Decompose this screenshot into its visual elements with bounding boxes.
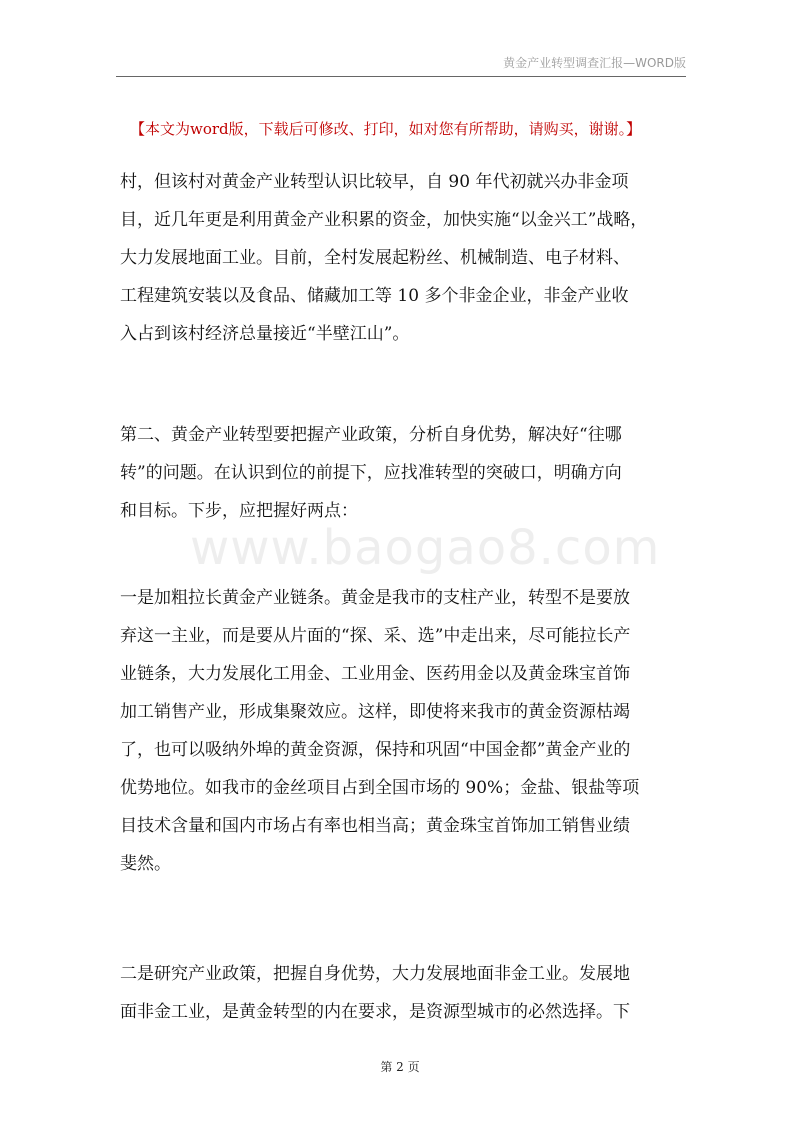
watermark: www.baogao8.com xyxy=(190,520,661,576)
paragraph-line: 弃这一主业，而是要从片面的“探、采、选”中走出来，尽可能拉长产 xyxy=(120,626,631,646)
paragraph-industry-chain xyxy=(120,579,690,883)
purchase-notice: 【本文为word版，下载后可修改、打印，如对您有所帮助，请购买，谢谢。】 xyxy=(130,120,642,138)
paragraph-line: 优势地位。如我市的金丝项目占到全国市场的 90%；金盐、银盐等项 xyxy=(120,778,640,798)
paragraph-line: 工程建筑安装以及食品、储藏加工等 10 多个非金企业，非金产业收 xyxy=(120,286,629,306)
paragraph-line: 二是研究产业政策，把握自身优势，大力发展地面非金工业。发展地 xyxy=(120,964,630,984)
page-header xyxy=(116,52,686,77)
paragraph-line: 村，但该村对黄金产业转型认识比较早，自 90 年代初就兴办非金项 xyxy=(120,172,629,192)
paragraph-line: 和目标。下步，应把握好两点： xyxy=(120,501,358,521)
header-title: 黄金产业转型调查汇报—WORD版 xyxy=(503,56,686,70)
paragraph-line: 面非金工业，是黄金转型的内在要求，是资源型城市的必然选择。下 xyxy=(120,1002,630,1022)
paragraph-line: 斐然。 xyxy=(120,854,171,874)
paragraph-line: 了，也可以吸纳外埠的黄金资源，保持和巩固“中国金都”黄金产业的 xyxy=(120,740,631,760)
paragraph-line: 加工销售产业，形成集聚效应。这样，即使将来我市的黄金资源枯竭 xyxy=(120,702,630,722)
paragraph-line: 入占到该村经济总量接近“半壁江山”。 xyxy=(120,324,410,344)
paragraph-line: 目，近几年更是利用黄金产业积累的资金，加快实施“以金兴工”战略， xyxy=(120,210,648,230)
paragraph-line: 第二、黄金产业转型要把握产业政策，分析自身优势，解决好“往哪 xyxy=(120,425,622,445)
paragraph-village-transformation xyxy=(120,163,690,353)
paragraph-second-point xyxy=(120,416,690,530)
paragraph-line: 一是加粗拉长黄金产业链条。黄金是我市的支柱产业，转型不是要放 xyxy=(120,588,630,608)
paragraph-line: 目技术含量和国内市场占有率也相当高；黄金珠宝首饰加工销售业绩 xyxy=(120,816,630,836)
paragraph-industry-policy xyxy=(120,955,690,1031)
page-number: 第 2 页 xyxy=(380,1060,420,1074)
paragraph-line: 业链条，大力发展化工用金、工业用金、医药用金以及黄金珠宝首饰 xyxy=(120,664,630,684)
paragraph-line: 大力发展地面工业。目前，全村发展起粉丝、机械制造、电子材料、 xyxy=(120,248,630,268)
paragraph-line: 转”的问题。在认识到位的前提下，应找准转型的突破口，明确方向 xyxy=(120,463,622,483)
